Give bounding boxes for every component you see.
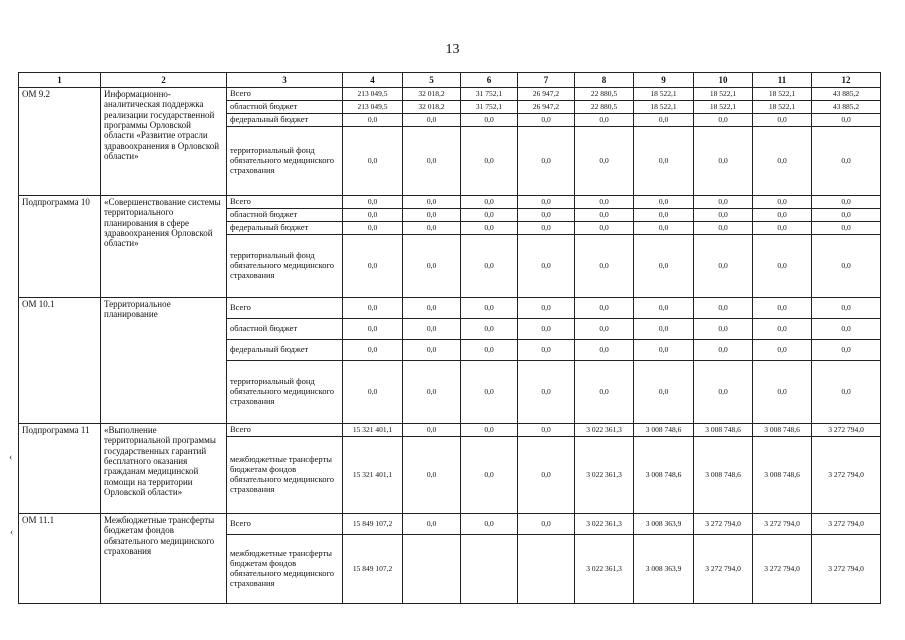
amount-cell: 22 880,5 [575,101,634,114]
column-header: 6 [461,73,518,88]
amount-cell: 0,0 [694,361,753,424]
amount-cell: 0,0 [634,298,694,319]
funding-source: областной бюджет [227,209,343,222]
amount-cell: 0,0 [694,209,753,222]
amount-cell: 0,0 [812,127,881,196]
amount-cell: 0,0 [575,298,634,319]
amount-cell: 0,0 [518,235,575,298]
amount-cell: 0,0 [812,235,881,298]
amount-cell: 0,0 [343,114,403,127]
amount-cell: 0,0 [753,340,812,361]
amount-cell: 0,0 [403,222,461,235]
amount-cell: 26 947,2 [518,88,575,101]
amount-cell: 0,0 [694,127,753,196]
amount-cell: 0,0 [403,209,461,222]
amount-cell: 3 272 794,0 [694,514,753,535]
amount-cell: 0,0 [518,424,575,437]
program-name: «Совершенствование системы территориального планирования в сфере здравоохранения Орловской области» [101,196,227,298]
header-row [19,73,881,88]
amount-cell: 0,0 [753,235,812,298]
amount-cell: 0,0 [518,319,575,340]
amount-cell: 213 049,5 [343,88,403,101]
amount-cell: 0,0 [634,340,694,361]
funding-source: территориальный фонд обязательного медицинского страхования [227,127,343,196]
amount-cell: 0,0 [461,514,518,535]
amount-cell: 0,0 [575,319,634,340]
amount-cell: 0,0 [461,437,518,514]
amount-cell: 15 321 401,1 [343,437,403,514]
amount-cell: 3 272 794,0 [694,535,753,604]
amount-cell: 18 522,1 [634,101,694,114]
amount-cell: 0,0 [343,235,403,298]
amount-cell: 0,0 [634,222,694,235]
amount-cell: 0,0 [812,209,881,222]
amount-cell: 0,0 [812,196,881,209]
column-header: 5 [403,73,461,88]
amount-cell: 0,0 [753,127,812,196]
amount-cell: 3 008 748,6 [694,437,753,514]
amount-cell: 0,0 [461,319,518,340]
amount-cell: 0,0 [403,298,461,319]
amount-cell: 0,0 [343,361,403,424]
amount-cell: 0,0 [461,424,518,437]
margin-mark: ‹ [10,527,14,538]
funding-source: федеральный бюджет [227,114,343,127]
amount-cell: 0,0 [812,361,881,424]
funding-source: межбюджетные трансферты бюджетам фондов обязательного медицинского страхования [227,437,343,514]
amount-cell [518,535,575,604]
budget-table [18,72,881,604]
amount-cell: 0,0 [518,114,575,127]
funding-source: территориальный фонд обязательного медицинского страхования [227,235,343,298]
amount-cell: 0,0 [694,235,753,298]
amount-cell: 0,0 [518,437,575,514]
amount-cell: 213 049,5 [343,101,403,114]
amount-cell: 0,0 [461,340,518,361]
amount-cell: 0,0 [634,319,694,340]
amount-cell: 0,0 [634,196,694,209]
amount-cell: 3 008 363,9 [634,535,694,604]
amount-cell: 3 008 748,6 [753,424,812,437]
amount-cell: 3 272 794,0 [753,514,812,535]
amount-cell: 0,0 [461,235,518,298]
amount-cell: 31 752,1 [461,88,518,101]
amount-cell: 0,0 [403,424,461,437]
program-code: Подпрограмма 10 [19,196,101,298]
amount-cell: 0,0 [461,209,518,222]
funding-source: Всего [227,424,343,437]
amount-cell: 0,0 [694,298,753,319]
amount-cell: 43 885,2 [812,88,881,101]
amount-cell: 0,0 [403,114,461,127]
funding-source: областной бюджет [227,319,343,340]
program-code: ОМ 11.1 [19,514,101,604]
amount-cell: 18 522,1 [634,88,694,101]
table-row [19,196,881,209]
table-row [19,88,881,101]
amount-cell: 3 022 361,3 [575,535,634,604]
amount-cell: 0,0 [812,340,881,361]
amount-cell: 3 022 361,3 [575,437,634,514]
amount-cell: 0,0 [403,127,461,196]
amount-cell [403,535,461,604]
amount-cell: 43 885,2 [812,101,881,114]
funding-source: межбюджетные трансферты бюджетам фондов обязательного медицинского страхования [227,535,343,604]
amount-cell: 0,0 [518,340,575,361]
amount-cell: 0,0 [518,361,575,424]
amount-cell: 0,0 [634,114,694,127]
table-body [19,88,881,604]
program-code: ОМ 9.2 [19,88,101,196]
column-header: 1 [19,73,101,88]
amount-cell: 0,0 [753,209,812,222]
amount-cell: 3 272 794,0 [753,535,812,604]
amount-cell: 0,0 [518,209,575,222]
amount-cell: 0,0 [575,127,634,196]
amount-cell: 0,0 [461,361,518,424]
margin-mark: ‹ [9,452,13,463]
program-name: Территориальное планирование [101,298,227,424]
amount-cell: 0,0 [343,298,403,319]
amount-cell: 0,0 [403,514,461,535]
amount-cell: 0,0 [575,235,634,298]
table-header [19,73,881,88]
amount-cell: 0,0 [634,235,694,298]
amount-cell: 3 008 748,6 [634,437,694,514]
amount-cell: 0,0 [634,209,694,222]
amount-cell: 0,0 [694,222,753,235]
amount-cell: 22 880,5 [575,88,634,101]
column-header: 10 [694,73,753,88]
amount-cell: 0,0 [461,222,518,235]
amount-cell: 0,0 [343,340,403,361]
amount-cell: 0,0 [575,209,634,222]
amount-cell: 0,0 [575,196,634,209]
amount-cell: 3 008 363,9 [634,514,694,535]
funding-source: территориальный фонд обязательного медицинского страхования [227,361,343,424]
program-code: Подпрограмма 11 [19,424,101,514]
amount-cell: 3 008 748,6 [753,437,812,514]
amount-cell: 0,0 [518,514,575,535]
amount-cell: 31 752,1 [461,101,518,114]
amount-cell: 26 947,2 [518,101,575,114]
amount-cell: 0,0 [812,298,881,319]
amount-cell: 3 022 361,3 [575,514,634,535]
funding-source: федеральный бюджет [227,222,343,235]
amount-cell: 0,0 [343,222,403,235]
funding-source: областной бюджет [227,101,343,114]
amount-cell: 0,0 [461,298,518,319]
amount-cell: 32 018,2 [403,101,461,114]
amount-cell: 15 321 401,1 [343,424,403,437]
amount-cell: 0,0 [403,235,461,298]
amount-cell: 0,0 [753,298,812,319]
funding-source: федеральный бюджет [227,340,343,361]
amount-cell: 0,0 [343,209,403,222]
amount-cell: 3 022 361,3 [575,424,634,437]
amount-cell: 0,0 [403,319,461,340]
funding-source: Всего [227,514,343,535]
amount-cell: 15 849 107,2 [343,514,403,535]
amount-cell: 18 522,1 [694,101,753,114]
amount-cell: 0,0 [343,127,403,196]
program-name: Информационно-аналитическая поддержка реализации государственной программы Орловской области «Развитие отрасли здравоохранения в Орловской области» [101,88,227,196]
amount-cell: 0,0 [575,114,634,127]
amount-cell: 0,0 [343,196,403,209]
amount-cell: 0,0 [403,437,461,514]
funding-source: Всего [227,196,343,209]
column-header: 2 [101,73,227,88]
column-header: 4 [343,73,403,88]
amount-cell: 0,0 [575,222,634,235]
column-header: 9 [634,73,694,88]
column-header: 11 [753,73,812,88]
amount-cell: 18 522,1 [753,101,812,114]
program-name: Межбюджетные трансферты бюджетам фондов обязательного медицинского страхования [101,514,227,604]
amount-cell: 0,0 [753,196,812,209]
amount-cell: 0,0 [812,222,881,235]
program-code: ОМ 10.1 [19,298,101,424]
amount-cell [461,535,518,604]
column-header: 8 [575,73,634,88]
amount-cell: 0,0 [461,127,518,196]
amount-cell: 3 008 748,6 [694,424,753,437]
amount-cell: 0,0 [518,127,575,196]
amount-cell: 0,0 [518,222,575,235]
table-row [19,298,881,319]
amount-cell: 0,0 [575,361,634,424]
amount-cell: 18 522,1 [753,88,812,101]
table-row [19,424,881,437]
amount-cell: 0,0 [403,340,461,361]
amount-cell: 0,0 [343,319,403,340]
amount-cell: 0,0 [753,222,812,235]
amount-cell: 0,0 [634,127,694,196]
page-number: 13 [445,42,460,57]
amount-cell: 0,0 [753,319,812,340]
amount-cell: 18 522,1 [694,88,753,101]
amount-cell: 3 272 794,0 [812,437,881,514]
amount-cell: 0,0 [694,196,753,209]
amount-cell: 0,0 [403,196,461,209]
funding-source: Всего [227,88,343,101]
amount-cell: 0,0 [812,114,881,127]
program-name: «Выполнение территориальной программы государственных гарантий бесплатного оказания гражданам медицинской помощи на территории Орловской области» [101,424,227,514]
amount-cell: 0,0 [694,114,753,127]
amount-cell: 32 018,2 [403,88,461,101]
amount-cell: 0,0 [812,319,881,340]
amount-cell: 0,0 [753,114,812,127]
amount-cell: 15 849 107,2 [343,535,403,604]
amount-cell: 3 008 748,6 [634,424,694,437]
amount-cell: 0,0 [403,361,461,424]
amount-cell: 0,0 [518,196,575,209]
funding-source: Всего [227,298,343,319]
column-header: 3 [227,73,343,88]
amount-cell: 3 272 794,0 [812,514,881,535]
amount-cell: 0,0 [575,340,634,361]
amount-cell: 0,0 [518,298,575,319]
amount-cell: 0,0 [461,114,518,127]
column-header: 7 [518,73,575,88]
amount-cell: 0,0 [634,361,694,424]
amount-cell: 0,0 [461,196,518,209]
table-row [19,514,881,535]
amount-cell: 3 272 794,0 [812,424,881,437]
column-header: 12 [812,73,881,88]
amount-cell: 0,0 [753,361,812,424]
amount-cell: 0,0 [694,319,753,340]
amount-cell: 0,0 [694,340,753,361]
amount-cell: 3 272 794,0 [812,535,881,604]
